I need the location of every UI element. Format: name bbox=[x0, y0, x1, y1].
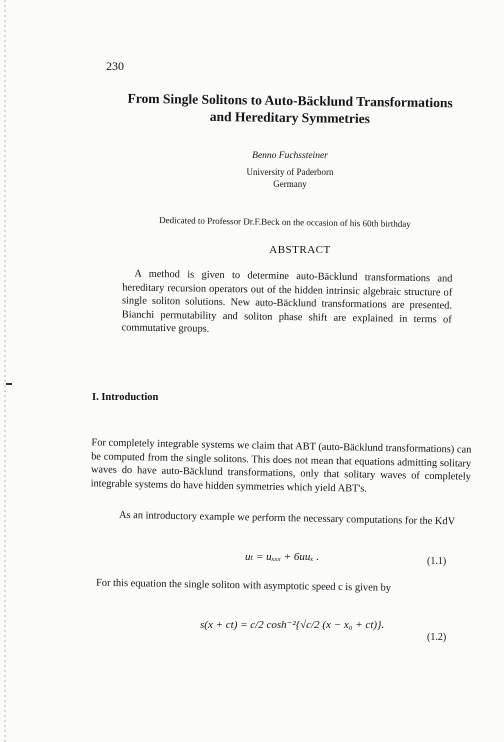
scan-margin-artifact bbox=[4, 0, 6, 742]
paragraph-2: As an introductory example we perform the necessary computations for the KdV bbox=[118, 509, 456, 528]
equation-2-number: (1.2) bbox=[427, 632, 447, 643]
dedication: Dedicated to Professor Dr.F.Beck on the occasion of his 60th birthday bbox=[159, 215, 411, 229]
affiliation bbox=[210, 166, 370, 190]
section-heading: I. Introduction bbox=[92, 392, 159, 403]
abstract-heading: ABSTRACT bbox=[269, 244, 331, 256]
affiliation-university: University of Paderborn bbox=[246, 167, 334, 177]
equation-1: uₜ = uₓₓₓ + 6uuₓ . bbox=[245, 551, 320, 563]
abstract-text: A method is given to determine auto-Bäcklund transformations and hereditary recursion operators out of the hidden intrinsic algebraic structure of single soliton solutions. New auto-Bäcklund transformations are presented. Bianchi permutability and soliton phase shift are explained in terms of commutative groups. bbox=[121, 268, 453, 336]
equation-2: s(x + ct) = c/2 cosh⁻²{√c/2 (x − x₀ + ct)}. bbox=[200, 619, 385, 631]
margin-mark bbox=[6, 383, 12, 385]
paper-title: From Single Solitons to Auto-Bäcklund Transformations and Hereditary Symmetries bbox=[127, 90, 453, 127]
author-name: Benno Fuchssteiner bbox=[252, 151, 328, 161]
equation-1-number: (1.1) bbox=[427, 556, 447, 567]
paragraph-3: For this equation the single soliton with asymptotic speed c is given by bbox=[95, 577, 392, 594]
page-number: 230 bbox=[106, 59, 124, 73]
paragraph-1: For completely integrable systems we claim that ABT (auto-Bäcklund transformations) can be computed from the single solitons. This does not mean that equations admitting solitary waves do have auto-Bäcklund transformations, only that solitary waves of completely integrable systems do have hidden symmetries which yield ABT's. bbox=[90, 437, 472, 495]
affiliation-country: Germany bbox=[273, 179, 307, 189]
